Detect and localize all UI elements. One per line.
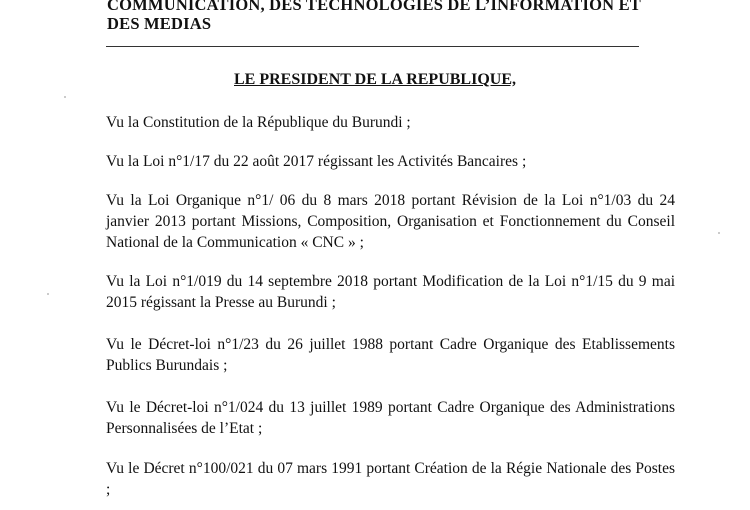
considerant-loi-presse: Vu la Loi n°1/019 du 14 septembre 2018 portant Modification de la Loi n°1/15 du 9 mai 2015 régissant la Presse au Burundi ;	[106, 273, 675, 311]
considerant-decret-regie-postes: Vu le Décret n°100/021 du 07 mars 1991 portant Création de la Régie Nationale des Postes ;	[106, 460, 675, 498]
considerant-decret-loi-etablissements-publics: Vu le Décret-loi n°1/23 du 26 juillet 1988 portant Cadre Organique des Etablissements Publics Burundais ;	[106, 336, 675, 374]
scan-speck	[64, 96, 66, 98]
ministry-header-line-1: COMMUNICATION, DES TECHNOLOGIES DE L’INFORMATION ET	[107, 0, 641, 14]
considerant-decret-loi-administrations-personnalisees: Vu le Décret-loi n°1/024 du 13 juillet 1989 portant Cadre Organique des Administrations Personnalisées de l’Etat ;	[106, 399, 675, 437]
scan-speck	[47, 293, 49, 295]
ministry-header-line-2: DES MEDIAS	[107, 14, 212, 33]
considerant-loi-activites-bancaires: Vu la Loi n°1/17 du 22 août 2017 régissant les Activités Bancaires ;	[106, 153, 527, 170]
president-heading: LE PRESIDENT DE LA REPUBLIQUE,	[234, 71, 516, 88]
considerant-constitution: Vu la Constitution de la République du Burundi ;	[106, 114, 411, 131]
header-divider	[106, 46, 639, 47]
scan-speck	[718, 232, 720, 234]
considerant-loi-organique-cnc: Vu la Loi Organique n°1/ 06 du 8 mars 2018 portant Révision de la Loi n°1/03 du 24 janvier 2013 portant Missions, Composition, Organisation et Fonctionnement du Conseil National de la Communication « CNC » ;	[106, 192, 675, 251]
